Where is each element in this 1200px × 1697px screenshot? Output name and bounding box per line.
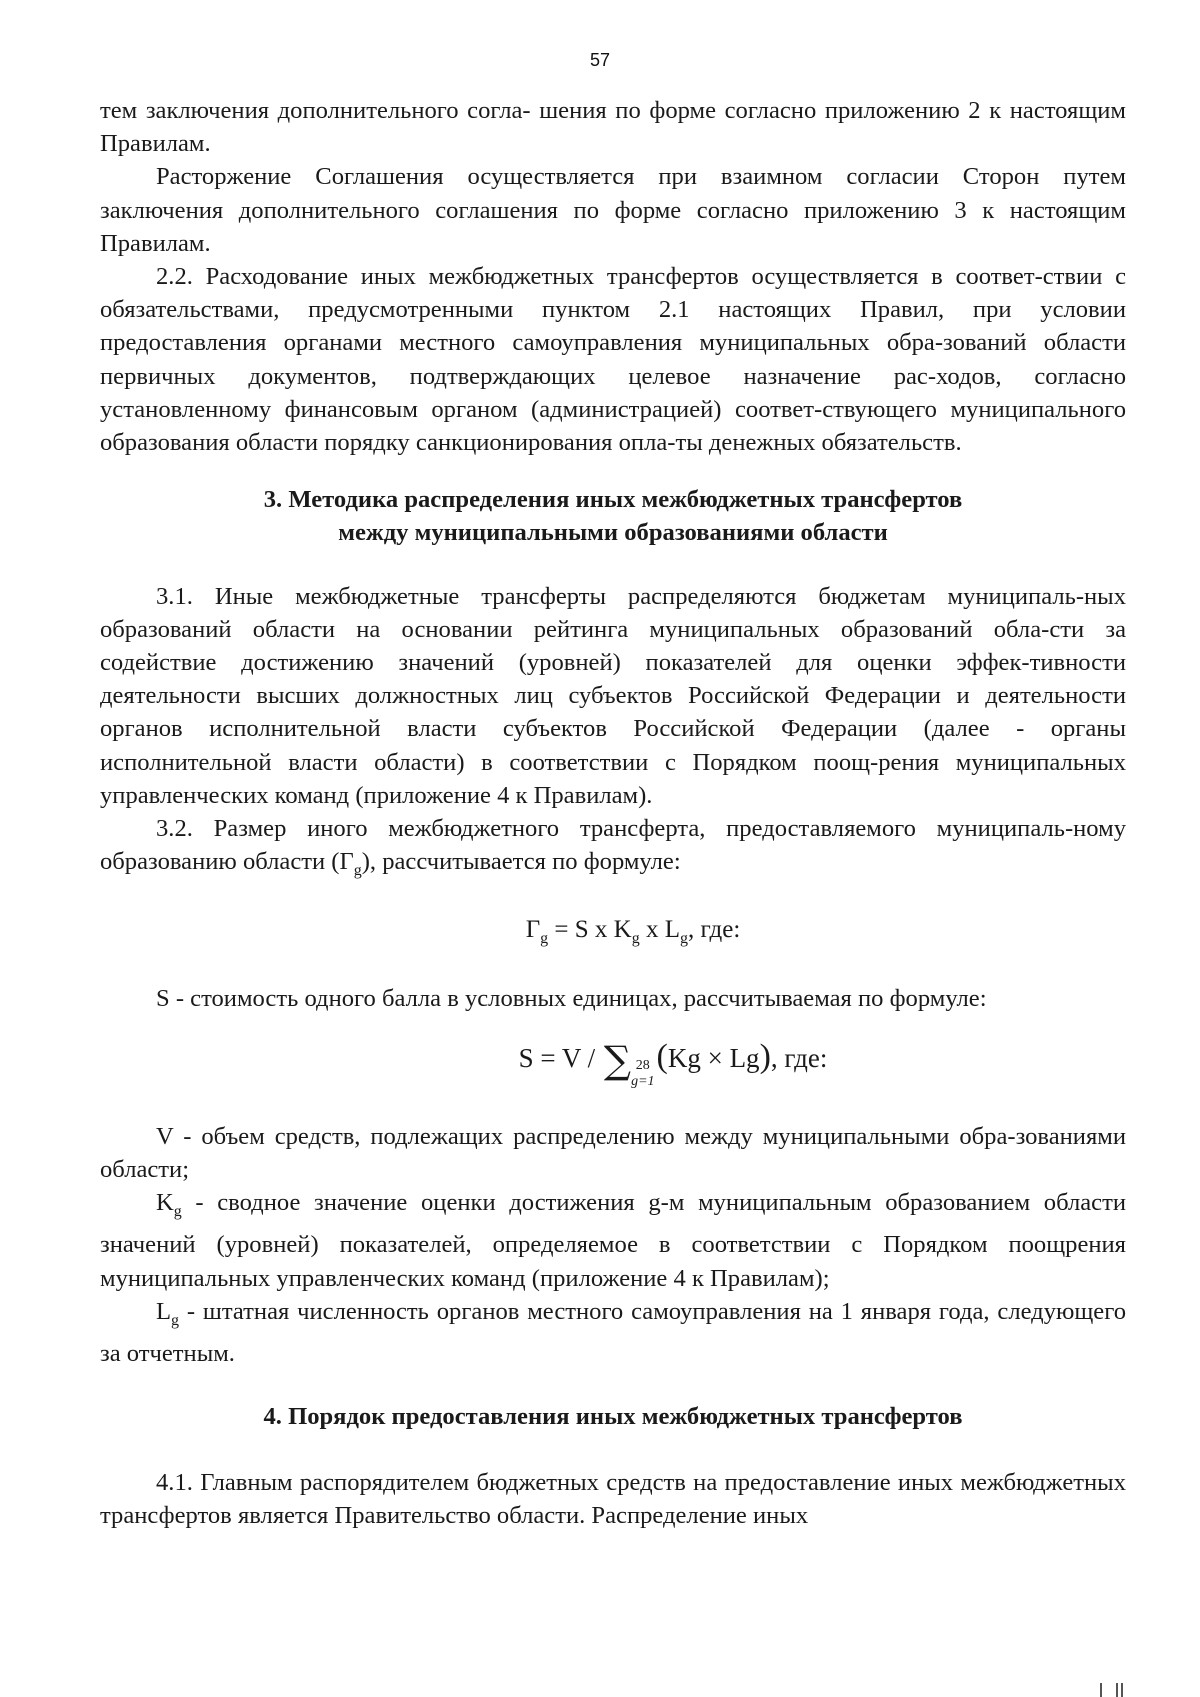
document-body (100, 94, 1126, 1532)
sum-symbol: ∑ (603, 1037, 632, 1082)
definition-v: V - объем средств, подлежащих распределению между муниципальными обра-зованиями области; (100, 1122, 1126, 1184)
paragraph-3-2-text: 3.2. Размер иного межбюджетного трансферта, предоставляемого муниципаль-ному образованию области (Г (100, 815, 1126, 876)
section-3-heading-line2: между муниципальными образованиями области (338, 519, 888, 547)
paragraph-3-2-tail: ), рассчитывается по формуле: (361, 848, 681, 876)
section-3-heading (100, 483, 1126, 549)
definition-k (100, 1186, 1126, 1295)
formula-point-cost (100, 1037, 1126, 1090)
paragraph-termination: Расторжение Соглашения осуществляется при взаимном согласии Сторон путем заключения дополнительного соглашения по форме согласно приложению 3 к настоящим Правилам. (100, 163, 1126, 257)
paragraph-3-2 (100, 812, 1126, 887)
sum-lower-limit: g=1 (631, 1073, 655, 1089)
definition-l (100, 1295, 1126, 1370)
page-number: 57 (589, 50, 611, 70)
formula1-tail: , где: (688, 916, 741, 944)
formula2-body: Kg × Lg (667, 1042, 760, 1073)
formula1-lhs: Г (525, 916, 541, 944)
formula1-lhs-subscript: g (540, 930, 549, 948)
formula2-tail: , где: (770, 1042, 828, 1073)
formula2-lhs: S = V / (518, 1042, 602, 1073)
paragraph-continuation: тем заключения дополнительного согла- шения по форме согласно приложению 2 к настоящим Правилам. (100, 97, 1126, 158)
paragraph-4-1: 4.1. Главным распорядителем бюджетных средств на предоставление иных межбюджетных трансфертов является Правительство области. Распределение иных (100, 1468, 1126, 1529)
sum-upper-limit: 28 (635, 1057, 650, 1073)
paragraph-3-1: 3.1. Иные межбюджетные трансферты распределяются бюджетам муниципаль-ных образований области на основании рейтинга муниципальных образований обла-сти за содействие достижению значений (уровней) показателей для оценки эффек-тивности деятельности высших должностных лиц субъектов Российской Федерации и деятельности органов исполнительной власти субъектов Российской Федерации (далее - органы исполнительной власти области) в соответствии с Порядком поощ-рения муниципальных управленческих команд (приложение 4 к Правилам). (100, 582, 1126, 809)
sum-limits (631, 1057, 655, 1090)
section-3-heading-line1: 3. Методика распределения иных межбюджетных трансфертов (263, 486, 963, 514)
formula1-times-l: x L (639, 916, 680, 944)
definition-l-symbol: L (156, 1297, 172, 1325)
paragraph-2-2: 2.2. Расходование иных межбюджетных трансфертов осуществляется в соответ-ствии с обязательствами, предусмотренными пунктом 2.1 настоящих Правил, при условии предоставления органами местного самоуправления муниципальных обра-зований области первичных документов, подтверждающих целевое назначение рас-ходов, согласно установленному финансовым органом (администрацией) соответ-ствующего муниципального образования области порядку санкционирования опла-ты денежных обязательств. (100, 263, 1126, 457)
formula2-open-paren: ( (656, 1037, 668, 1075)
definition-l-text: - штатная численность органов местного самоуправления на 1 января года, следующего за отчетным. (100, 1297, 1126, 1368)
definition-l-subscript: g (171, 1311, 180, 1329)
formula-transfer-size (100, 913, 1126, 955)
section-4-heading: 4. Порядок предоставления иных межбюджетных трансфертов (263, 1403, 963, 1431)
definition-k-text: - сводное значение оценки достижения g-м муниципальным образованием области значений (уровней) показателей, определяемое в соответствии с Порядком поощрения муниципальных управленческих команд (приложение 4 к Правилам); (100, 1189, 1126, 1292)
definition-s: S - стоимость одного балла в условных единицах, рассчитываемая по формуле: (156, 984, 987, 1012)
definition-k-symbol: K (156, 1189, 174, 1217)
formula1-l-subscript: g (680, 930, 688, 948)
formula1-k-subscript: g (631, 930, 640, 948)
definition-k-subscript: g (173, 1203, 182, 1221)
formula2-close-paren: ) (759, 1037, 771, 1075)
scan-edge-mark (1092, 1672, 1128, 1697)
formula1-s-times-k: = S x K (548, 916, 632, 944)
paragraph-3-2-subscript: g (353, 862, 362, 880)
